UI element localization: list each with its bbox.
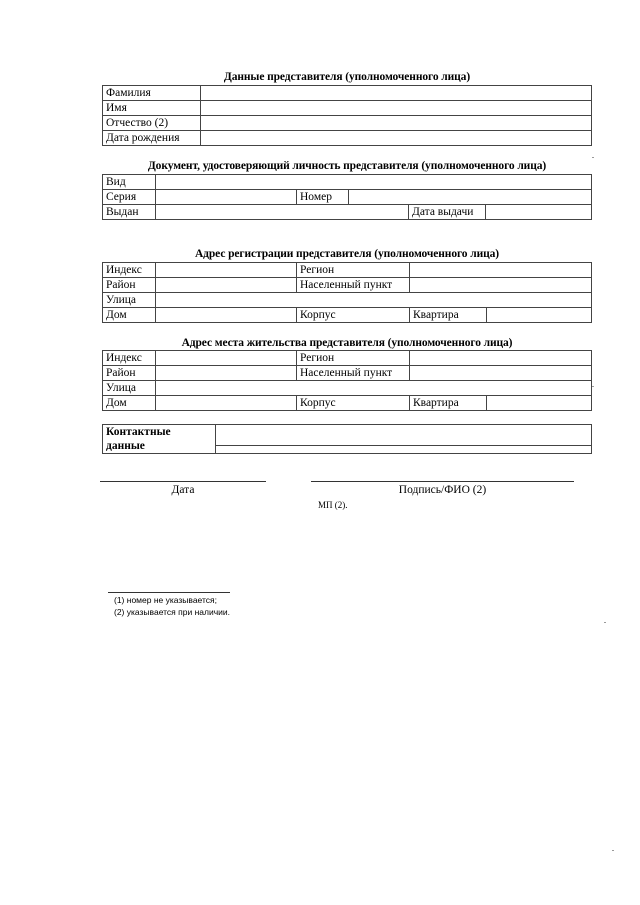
contacts-label-line1: Контактные — [106, 426, 171, 438]
doc-section-title: Документ, удостоверяющий личность представителя (уполномоченного лица) — [147, 160, 547, 172]
doc-type-field[interactable] — [156, 175, 592, 190]
footnote-2: (2) указывается при наличии. — [114, 607, 231, 617]
table-row — [103, 190, 592, 205]
reg-street-label: Улица — [103, 293, 156, 308]
contacts-table — [102, 424, 592, 454]
contacts-label-line2: данные — [106, 440, 145, 452]
doc-series-label: Серия — [103, 190, 156, 205]
patronymic-field[interactable] — [201, 116, 592, 131]
doc-number-field[interactable] — [349, 190, 592, 205]
live-district-label: Район — [103, 366, 156, 381]
rep-section-title: Данные представителя (уполномоченного лица) — [223, 71, 471, 83]
scan-speck — [592, 386, 594, 387]
table-row — [103, 131, 592, 146]
reg-index-label: Индекс — [103, 263, 156, 278]
doc-issued-label: Выдан — [103, 205, 156, 220]
birthdate-label: Дата рождения — [103, 131, 201, 146]
reg-house-field[interactable] — [156, 308, 297, 323]
table-row — [103, 308, 592, 323]
table-row — [103, 116, 592, 131]
reg-locality-field[interactable] — [410, 278, 592, 293]
doc-table — [102, 174, 592, 220]
seal-mark: МП (2). — [318, 500, 348, 510]
doc-issue-date-field[interactable] — [486, 205, 592, 220]
signature-line — [311, 481, 574, 482]
table-row — [103, 278, 592, 293]
live-locality-field[interactable] — [410, 366, 592, 381]
reg-locality-label: Населенный пункт — [297, 278, 410, 293]
table-row — [103, 86, 592, 101]
reg-apartment-label: Квартира — [410, 308, 487, 323]
signature-label: Подпись/ФИО (2) — [398, 484, 487, 496]
reg-address-table — [102, 262, 592, 323]
live-region-label: Регион — [297, 351, 410, 366]
footnote-divider — [108, 592, 230, 593]
doc-issue-date-label: Дата выдачи — [409, 205, 486, 220]
surname-label: Фамилия — [103, 86, 201, 101]
date-label: Дата — [171, 484, 195, 496]
live-section-title: Адрес места жительства представителя (уполномоченного лица) — [181, 337, 513, 349]
reg-district-field[interactable] — [156, 278, 297, 293]
reg-building-label: Корпус — [297, 308, 410, 323]
date-signature-line — [100, 481, 266, 482]
reg-section-title: Адрес регистрации представителя (уполномоченного лица) — [194, 248, 500, 260]
table-row — [103, 263, 592, 278]
table-row — [103, 205, 592, 220]
name-label: Имя — [103, 101, 201, 116]
live-locality-label: Населенный пункт — [297, 366, 410, 381]
doc-series-field[interactable] — [156, 190, 297, 205]
live-district-field[interactable] — [156, 366, 297, 381]
scan-speck — [612, 850, 614, 851]
doc-issued-field[interactable] — [156, 205, 409, 220]
reg-apartment-field[interactable] — [487, 308, 592, 323]
live-region-field[interactable] — [410, 351, 592, 366]
reg-house-label: Дом — [103, 308, 156, 323]
table-row — [103, 101, 592, 116]
scan-speck — [604, 622, 606, 623]
live-house-label: Дом — [103, 396, 156, 411]
table-row — [103, 351, 592, 366]
table-row — [103, 425, 592, 454]
table-row — [103, 396, 592, 411]
contacts-field[interactable] — [216, 425, 592, 454]
table-row — [103, 293, 592, 308]
reg-street-field[interactable] — [156, 293, 592, 308]
live-index-label: Индекс — [103, 351, 156, 366]
doc-number-label: Номер — [297, 190, 349, 205]
contacts-label — [103, 425, 216, 454]
live-index-field[interactable] — [156, 351, 297, 366]
rep-table — [102, 85, 592, 146]
footnote-1: (1) номер не указывается; — [114, 595, 218, 605]
reg-index-field[interactable] — [156, 263, 297, 278]
table-row — [103, 175, 592, 190]
birthdate-field[interactable] — [201, 131, 592, 146]
patronymic-label: Отчество (2) — [103, 116, 201, 131]
live-building-label: Корпус — [297, 396, 410, 411]
doc-type-label: Вид — [103, 175, 156, 190]
contacts-field-divider — [216, 432, 591, 446]
table-row — [103, 381, 592, 396]
reg-region-field[interactable] — [410, 263, 592, 278]
surname-field[interactable] — [201, 86, 592, 101]
live-address-table — [102, 350, 592, 411]
live-apartment-label: Квартира — [410, 396, 487, 411]
live-apartment-field[interactable] — [487, 396, 592, 411]
table-row — [103, 366, 592, 381]
live-street-label: Улица — [103, 381, 156, 396]
reg-district-label: Район — [103, 278, 156, 293]
live-house-field[interactable] — [156, 396, 297, 411]
reg-region-label: Регион — [297, 263, 410, 278]
scan-speck — [592, 157, 594, 158]
name-field[interactable] — [201, 101, 592, 116]
live-street-field[interactable] — [156, 381, 592, 396]
